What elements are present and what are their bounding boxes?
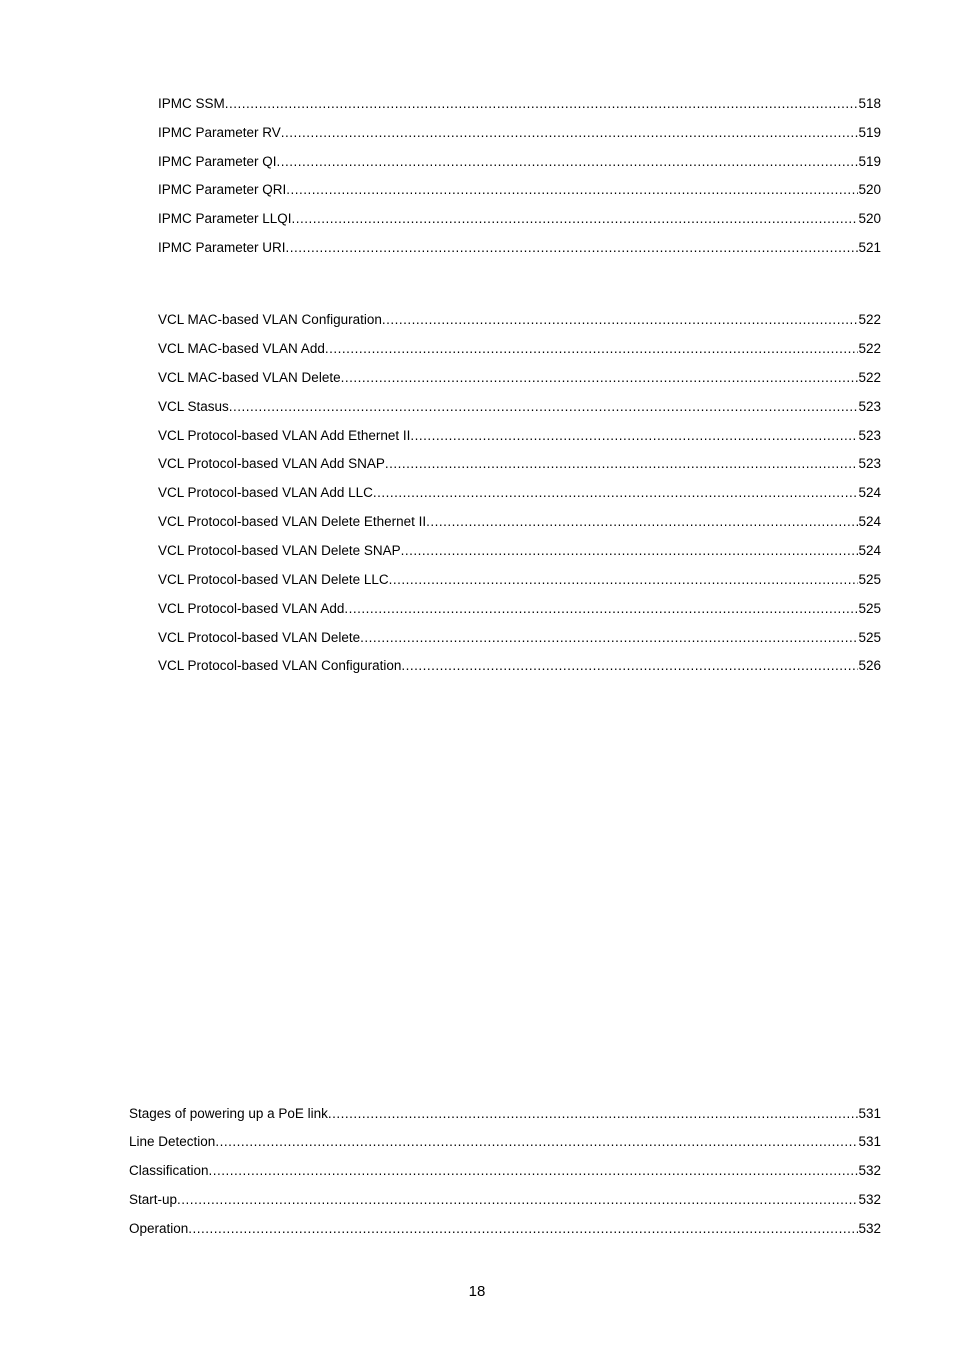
toc-dot-leader bbox=[215, 1132, 858, 1152]
toc-entry-page: 532 bbox=[858, 1221, 881, 1236]
toc-entry[interactable] bbox=[129, 1161, 881, 1181]
toc-entry-page: 526 bbox=[858, 658, 881, 673]
toc-dot-leader bbox=[426, 512, 858, 532]
toc-entry-page: 522 bbox=[858, 370, 881, 385]
toc-entry[interactable] bbox=[158, 310, 881, 330]
toc-entry-title: VCL Protocol-based VLAN Delete bbox=[158, 630, 361, 645]
toc-entry-page: 525 bbox=[858, 601, 881, 616]
toc-entry-title: Line Detection bbox=[129, 1134, 216, 1149]
toc-dot-leader bbox=[360, 628, 858, 648]
toc-entry-title: VCL Protocol-based VLAN Delete Ethernet II bbox=[158, 514, 427, 529]
toc-entry[interactable] bbox=[158, 397, 881, 417]
toc-entry-page: 520 bbox=[858, 211, 881, 226]
toc-entry-page: 531 bbox=[858, 1106, 881, 1121]
toc-dot-leader bbox=[225, 94, 859, 114]
toc-entry-page: 519 bbox=[858, 125, 881, 140]
toc-dot-leader bbox=[341, 368, 859, 388]
toc-dot-leader bbox=[344, 599, 858, 619]
toc-dot-leader bbox=[373, 483, 859, 503]
toc-entry[interactable] bbox=[158, 152, 881, 172]
toc-dot-leader bbox=[410, 426, 858, 446]
toc-dot-leader bbox=[229, 397, 859, 417]
toc-dot-leader bbox=[401, 656, 858, 676]
toc-entry-page: 519 bbox=[858, 154, 881, 169]
toc-entry[interactable] bbox=[158, 180, 881, 200]
toc-dot-leader bbox=[385, 454, 859, 474]
toc-entry-title: IPMC Parameter RV bbox=[158, 125, 281, 140]
toc-entry-page: 525 bbox=[858, 572, 881, 587]
toc-entry-page: 524 bbox=[858, 485, 881, 500]
toc-dot-leader bbox=[209, 1161, 859, 1181]
toc-dot-leader bbox=[281, 123, 859, 143]
toc-entry-page: 524 bbox=[858, 543, 881, 558]
toc-entry-title: IPMC Parameter QI bbox=[158, 154, 277, 169]
toc-entry-title: VCL Protocol-based VLAN Add Ethernet II bbox=[158, 428, 411, 443]
toc-dot-leader bbox=[401, 541, 859, 561]
toc-entry-page: 525 bbox=[858, 630, 881, 645]
toc-entry-title: Classification bbox=[129, 1163, 209, 1178]
toc-entry-page: 524 bbox=[858, 514, 881, 529]
toc-entry-title: VCL Protocol-based VLAN Add LLC bbox=[158, 485, 373, 500]
toc-entry[interactable] bbox=[158, 628, 881, 648]
toc-entry-page: 532 bbox=[858, 1192, 881, 1207]
toc-entry-page: 522 bbox=[858, 341, 881, 356]
toc-dot-leader bbox=[177, 1190, 858, 1210]
toc-dot-leader bbox=[286, 180, 858, 200]
toc-entry-title: VCL Stasus bbox=[158, 399, 229, 414]
page-number: 18 bbox=[468, 1283, 486, 1300]
toc-entry-title: VCL MAC-based VLAN Add bbox=[158, 341, 325, 356]
toc-entry-page: 518 bbox=[858, 96, 881, 111]
toc-entry[interactable] bbox=[158, 570, 881, 590]
toc-entry[interactable] bbox=[158, 426, 881, 446]
toc-dot-leader bbox=[188, 1219, 858, 1239]
toc-entry-title: IPMC Parameter LLQI bbox=[158, 211, 292, 226]
toc-entry[interactable] bbox=[158, 512, 881, 532]
toc-entry[interactable] bbox=[158, 123, 881, 143]
toc-entry-title: IPMC Parameter URI bbox=[158, 240, 286, 255]
toc-entry-page: 521 bbox=[858, 240, 881, 255]
toc-entry-page: 520 bbox=[858, 182, 881, 197]
toc-entry[interactable] bbox=[158, 541, 881, 561]
toc-entry-title: VCL Protocol-based VLAN Add SNAP bbox=[158, 456, 385, 471]
toc-entry-title: VCL Protocol-based VLAN Configuration bbox=[158, 658, 402, 673]
toc-entry-page: 523 bbox=[858, 456, 881, 471]
toc-entry-title: Stages of powering up a PoE link bbox=[129, 1106, 328, 1121]
toc-dot-leader bbox=[286, 238, 859, 258]
toc-entry[interactable] bbox=[158, 368, 881, 388]
toc-entry-title: VCL Protocol-based VLAN Delete SNAP bbox=[158, 543, 401, 558]
toc-dot-leader bbox=[292, 209, 859, 229]
toc-entry[interactable] bbox=[158, 454, 881, 474]
toc-dot-leader bbox=[382, 310, 859, 330]
toc-entry-title: Operation bbox=[129, 1221, 189, 1236]
toc-entry-page: 532 bbox=[858, 1163, 881, 1178]
toc-entry-page: 523 bbox=[858, 428, 881, 443]
toc-entry-page: 523 bbox=[858, 399, 881, 414]
toc-dot-leader bbox=[389, 570, 859, 590]
toc-entry-title: VCL MAC-based VLAN Configuration bbox=[158, 312, 382, 327]
toc-entry-title: IPMC SSM bbox=[158, 96, 225, 111]
toc-entry[interactable] bbox=[158, 656, 881, 676]
toc-entry[interactable] bbox=[129, 1132, 881, 1152]
toc-entry-page: 531 bbox=[858, 1134, 881, 1149]
toc-entry-page: 522 bbox=[858, 312, 881, 327]
toc-entry[interactable] bbox=[158, 238, 881, 258]
toc-entry-title: VCL Protocol-based VLAN Add bbox=[158, 601, 345, 616]
toc-entry-title: Start-up bbox=[129, 1192, 178, 1207]
toc-entry[interactable] bbox=[129, 1190, 881, 1210]
toc-entry-title: VCL MAC-based VLAN Delete bbox=[158, 370, 341, 385]
toc-entry-title: VCL Protocol-based VLAN Delete LLC bbox=[158, 572, 389, 587]
toc-entry[interactable] bbox=[158, 483, 881, 503]
toc-dot-leader bbox=[328, 1104, 859, 1124]
toc-dot-leader bbox=[277, 152, 859, 172]
toc-entry[interactable] bbox=[158, 94, 881, 114]
toc-entry-title: IPMC Parameter QRI bbox=[158, 182, 287, 197]
toc-entry[interactable] bbox=[158, 209, 881, 229]
toc-dot-leader bbox=[325, 339, 859, 359]
toc-entry[interactable] bbox=[129, 1219, 881, 1239]
toc-entry[interactable] bbox=[158, 599, 881, 619]
toc-entry[interactable] bbox=[129, 1104, 881, 1124]
toc-entry[interactable] bbox=[158, 339, 881, 359]
